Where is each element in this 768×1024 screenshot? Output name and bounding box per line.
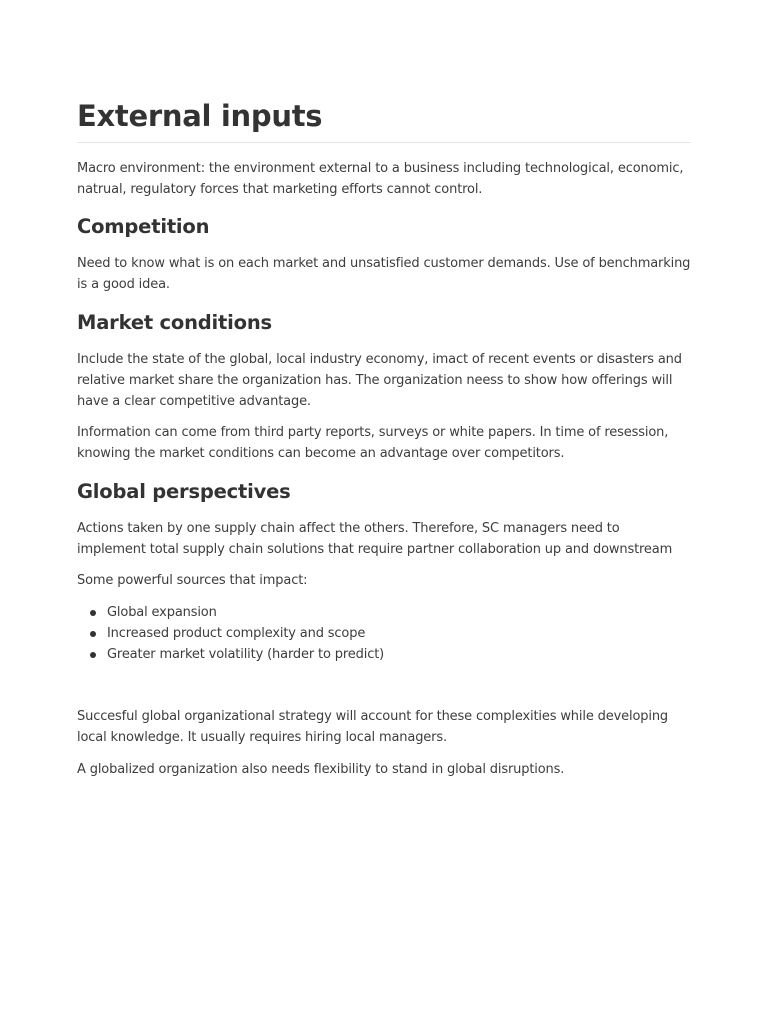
section-heading-market-conditions: Market conditions	[77, 311, 272, 334]
global-perspectives-paragraph-1: Actions taken by one supply chain affect the others. Therefore, SC managers need to implement total supply chain solutions that require partner collaboration up and downstream	[77, 521, 673, 557]
intro-paragraph: Macro environment: the environment external to a business including technological, economic, natrual, regulatory forces that marketing efforts cannot control.	[77, 161, 684, 197]
global-perspectives-paragraph-3: Succesful global organizational strategy will account for these complexities while developing local knowledge. It usually requires hiring local managers.	[77, 709, 669, 745]
bullet-dot-icon	[90, 631, 96, 637]
section-competition	[77, 214, 691, 295]
list-item-text: Global expansion	[107, 605, 217, 620]
list-item	[77, 644, 691, 665]
page-title: External inputs	[77, 99, 323, 133]
section-market-conditions	[77, 310, 691, 464]
impact-sources-list	[77, 602, 691, 665]
title-divider	[77, 142, 691, 143]
list-item	[77, 623, 691, 644]
list-item-text: Increased product complexity and scope	[107, 626, 366, 641]
section-heading-global-perspectives: Global perspectives	[77, 480, 291, 503]
global-perspectives-paragraph-2: Some powerful sources that impact:	[77, 573, 308, 588]
list-item	[77, 602, 691, 623]
list-item-text: Greater market volatility (harder to predict)	[107, 647, 385, 662]
market-conditions-paragraph-2: Information can come from third party reports, surveys or white papers. In time of resession, knowing the market conditions can become an advantage over competitors.	[77, 425, 669, 461]
global-perspectives-paragraph-4: A globalized organization also needs flexibility to stand in global disruptions.	[77, 762, 565, 777]
competition-paragraph: Need to know what is on each market and unsatisfied customer demands. Use of benchmarking is a good idea.	[77, 256, 691, 292]
bullet-dot-icon	[90, 652, 96, 658]
section-global-perspectives	[77, 479, 691, 780]
market-conditions-paragraph-1: Include the state of the global, local industry economy, imact of recent events or disasters and relative market share the organization has. The organization neess to show how offerings will have a clear competitive advantage.	[77, 352, 682, 409]
bullet-dot-icon	[90, 610, 96, 616]
section-heading-competition: Competition	[77, 215, 210, 238]
